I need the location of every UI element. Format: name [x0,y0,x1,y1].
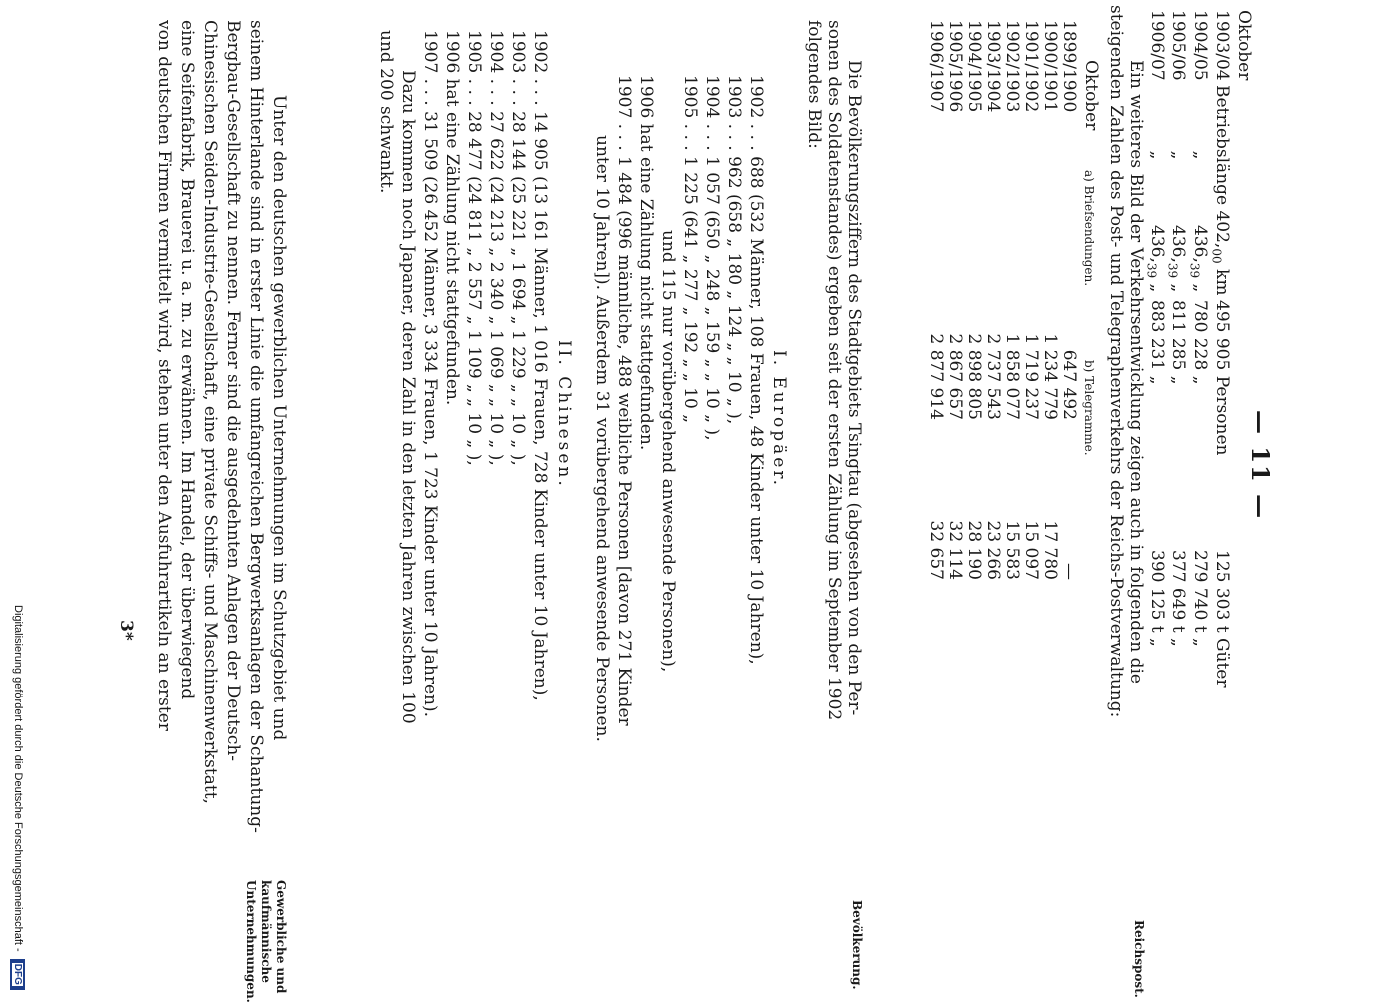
post-intro-line: Ein weiteres Bild der Verkehrsentwicklung zeigen auch in folgenden die [1126,60,1146,684]
digitization-footer [10,605,25,990]
europeans-row: 1902 . . . 688 (532 Männer, 108 Frauen, 48 Kinder unter 10 Jahren), [746,75,766,665]
population-intro-line: folgendes Bild: [804,20,824,149]
footer-text: Digitalisierung gefördert durch die Deutsche Forschungsgemeinschaft - [12,605,24,952]
traffic-month: Oktober [1234,10,1254,81]
europeans-row: unter 10 Jahren]). Außerdem 31 vorübergehend anwesende Personen. [592,135,612,742]
chinese-row: 1902 . . . 14 905 (13 161 Männer, 1 016 Frauen, 728 Kinder unter 10 Jahren), [530,30,550,701]
post-table [926,20,1078,580]
traffic-row: 1904/05 „ $436,_{39}$ „ 780 228 „ 279 740 t „ [1187,10,1211,647]
sidenote-reichspost: Reichspost. [1132,920,1146,998]
population-intro-line: sonen des Soldatenstandes) ergeben seit der ersten Zählung im September 1902 [824,20,844,721]
post-col-b-heading: b) Telegramme. [1082,360,1096,456]
page-number: — 11 — [1246,410,1275,521]
post-row: 1899/1900 647 492 — [1059,20,1079,580]
chinese-row: 1905 . . . 28 477 (24 811 „ 2 557 „ 1 109 „ „ 10 „ ), [464,30,484,466]
traffic-table [1144,10,1231,800]
chinese-row: Dazu kommen noch Japaner, deren Zahl in den letzten Jahren zwischen 100 [398,70,418,724]
post-col-a-heading: a) Briefsendungen. [1082,170,1096,287]
post-month: Oktober [1081,60,1101,131]
business-line: von deutschen Firmen vermittelt wird, stehen unter den Ausfuhrartikeln an erster [154,20,174,731]
business-line: eine Seifenfabrik, Brauerei u. a. m. zu erwähnen. Im Handel, der überwiegend [177,20,197,700]
post-row: 1903/1904 2 737 543 23 266 [982,20,1003,580]
europeans-heading: I. Europäer. [769,350,789,488]
business-line: Chinesischen Seiden-Industrie-Gesellschaft, eine private Schiffs- und Maschinenwerkstatt, [200,20,220,804]
europeans-row: 1907 . . . 1 484 (996 männliche, 488 weibliche Personen [davon 271 Kinder [614,75,634,726]
business-line: Unter den deutschen gewerblichen Unternehmungen im Schutzgebiet und [269,95,289,741]
post-row: 1904/1905 2 898 805 28 190 [963,20,984,580]
chinese-heading: II. Chinesen. [554,340,574,489]
chinese-row: 1904 . . . 27 622 (24 213 „ 2 340 „ 1 069 „ „ 10 „ ), [486,30,506,466]
post-row: 1900/1901 1 234 779 17 780 [1039,20,1060,580]
business-line: Bergbau-Gesellschaft zu nennen. Ferner sind die ausgedehnten Anlagen der Deutsch- [223,20,243,762]
traffic-row: 1903/04 Betriebslänge $402,_{00}$ km 495 905 Personen 125 303 t Güter [1209,10,1232,688]
chinese-row: und 200 schwankt. [376,30,396,194]
post-row: 1905/1906 2 867 657 32 114 [944,20,965,580]
business-line: seinem Hinterlande sind in erster Linie die umfangreichen Bergwerksanlagen der Schantung- [246,20,266,833]
chinese-row: 1906 hat eine Zählung nicht stattgefunden. [442,30,462,406]
europeans-row: 1904 . . . 1 057 (650 „ 248 „ 159 „ „ 10 „ ), [702,75,722,441]
traffic-row: 1906/07 „ $436,_{39}$ „ 883 231 „ 390 125 t „ [1144,10,1167,647]
europeans-row: und 115 nur vorübergehend anwesende Personen), [658,230,678,673]
post-row: 1902/1903 1 858 077 15 583 [1001,20,1022,580]
signature-mark: 3* [116,620,136,641]
post-row: 1901/1902 1 719 237 15 097 [1020,20,1041,580]
sidenote-gewerbliche: Gewerbliche und kaufmännische Unternehmungen. [244,880,288,1003]
europeans-row: 1903 . . . 962 (658 „ 180 „ 124 „ „ 10 „ ), [724,75,744,425]
chinese-row: 1907 . . . 31 509 (26 452 Männer, 3 334 Frauen, 1 723 Kinder unter 10 Jahren). [420,30,440,718]
post-intro-line: steigenden Zahlen des Post- und Telegraphenverkehrs der Reichs-Postverwaltung: [1106,5,1126,718]
traffic-row: 1905/06 „ $436,_{39}$ „ 811 285 „ 377 649 t „ [1165,10,1189,647]
dfg-logo-icon: DFG [10,959,25,990]
europeans-row: 1905 . . . 1 225 (641 „ 277 „ 192 „ „ 10 „ [680,75,700,424]
europeans-row: 1906 hat eine Zählung nicht stattgefunden. [636,75,656,451]
sidenote-bevoelkerung: Bevölkerung. [850,900,864,990]
chinese-row: 1903 . . . 28 144 (25 221 „ 1 694 „ 1 229 „ „ 10 „ ), [508,30,528,466]
post-row: 1906/1907 2 877 914 32 657 [925,20,946,580]
population-intro-line: Die Bevölkerungsziffern des Stadtgebiets Tsingtau (abgesehen von den Per- [844,60,864,716]
